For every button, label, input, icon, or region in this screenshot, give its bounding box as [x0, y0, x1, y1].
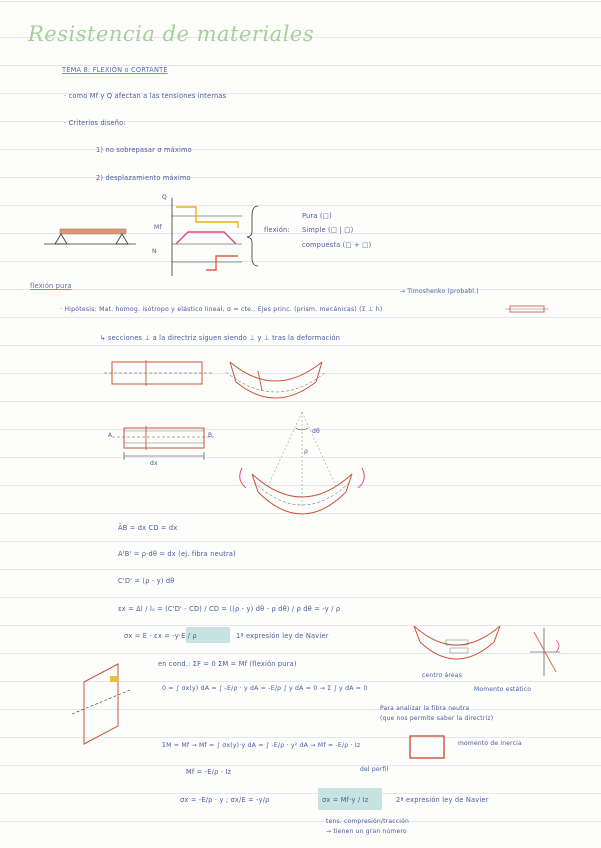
note-line: · Criterios diseño:	[64, 119, 126, 127]
note-inercia: momento de inercia	[458, 740, 522, 747]
note-hipotesis: · Hipótesis: Mat. homog. isótropo y elástico lineal, σ = cte., Ejes princ. (prism. mecánicas) (Σ ⊥ h)	[60, 306, 383, 313]
section-header: flexión pura	[30, 282, 72, 290]
eq-sx: σx = -E/ρ · y ; σx/E = -y/ρ	[180, 796, 270, 804]
eq-cd2: C'D' = (ρ - y) dθ	[118, 577, 175, 585]
eq-mf: ΣM = Mf → Mf = ∫ σx(y)·y dA = ∫ -E/ρ · y² dA → Mf = -E/ρ · Iz	[162, 742, 361, 749]
note-timoshenko: → Timoshenko (probabl.)	[400, 288, 479, 295]
label-rho: ρ	[304, 448, 309, 455]
diagram-label-n: N	[152, 248, 157, 255]
note-centro: centro áreas	[422, 672, 462, 679]
flexion-simple: Simple (□ | □)	[302, 226, 354, 234]
flexion-compuesta: compuesta (□ + □)	[302, 241, 372, 249]
eq-integral: 0 = ∫ σx(y) dA = ∫ -E/ρ · y dA = -E/ρ ∫ y dA = 0 → Σ ∫ y dA = 0	[162, 685, 368, 692]
page-title: Resistencia de materiales	[28, 22, 315, 46]
eq-ab: ĀB = dx CD = dx	[118, 524, 178, 532]
note-line: 1) no sobrepasar σ máximo	[96, 146, 192, 154]
eq-eps: εx = Δl / l₀ = (C'D' - CD) / CD = ((ρ - y) dθ - ρ dθ) / ρ dθ = -y / ρ	[118, 605, 341, 613]
flexion-label: flexión:	[264, 226, 290, 234]
label-dtheta: dθ	[312, 428, 320, 435]
note-line: · como Mf y Q afectan a las tensiones internas	[64, 92, 227, 100]
navier-2: 2ª expresión ley de Navier	[396, 796, 489, 804]
note-tension: tens. compresión/tracción	[326, 818, 409, 825]
diagram-label-mf: Mf	[154, 224, 162, 231]
note-momento: Momento estático	[474, 686, 532, 693]
note-line: 2) desplazamiento máximo	[96, 174, 191, 182]
eq-mfe: Mf = -E/ρ · Iz	[186, 768, 232, 776]
note-secciones: ↳ secciones ⊥ a la directriz siguen siendo ⊥ y ⊥ tras la deformación	[100, 334, 341, 342]
note-directriz: (que nos permite saber la directriz)	[380, 715, 494, 722]
note-para: Para analizar la fibra neutra	[380, 705, 470, 712]
note-tension-2: → tienen un gran número	[326, 828, 407, 835]
navier-1: 1ª expresión ley de Navier	[236, 632, 329, 640]
label-dx: dx	[150, 460, 158, 467]
navier-2-formula: σx = Mf·y / Iz	[322, 796, 369, 804]
eq-ab2: A'B' = ρ·dθ = dx (ej. fibra neutra)	[118, 550, 236, 558]
note-perfil: del perfil	[360, 766, 389, 773]
label-a: A	[108, 432, 113, 439]
diagram-label-q: Q	[162, 194, 167, 201]
eq-sigma: σx = E · εx = -y·E / ρ	[124, 632, 197, 640]
eq-encond: en cond.: ΣF = 0 ΣM = Mf (flexión pura)	[158, 660, 297, 668]
flexion-pura: Pura (□)	[302, 212, 332, 220]
section-header: TEMA 8: FLEXIÓN o CORTANTE	[62, 66, 168, 74]
label-b: B	[208, 432, 213, 439]
